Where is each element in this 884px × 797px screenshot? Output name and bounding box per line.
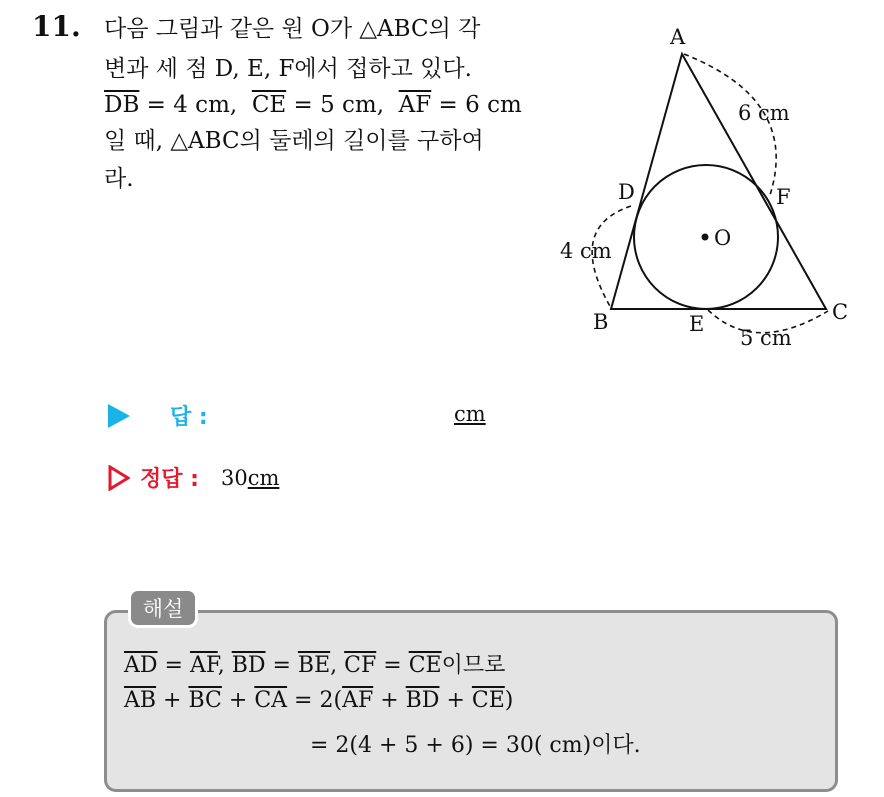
op: + (439, 688, 472, 713)
seg: $\overline{AF}$ (189, 653, 218, 678)
explanation-tab: 해설 (128, 588, 198, 628)
question-number: 11. (32, 10, 81, 43)
length-ce-label: 5 cm (740, 326, 792, 350)
question-line-5: 라. (104, 166, 134, 192)
seg: $\overline{BC}$ (188, 688, 222, 713)
label-e: E (689, 312, 705, 336)
answer-row (108, 400, 486, 431)
length-af-label: 6 cm (738, 101, 790, 125)
correct-answer-label: 정답 : (140, 467, 199, 492)
correct-answer-row (108, 462, 279, 493)
label-a: A (670, 25, 686, 49)
label-o: O (714, 226, 732, 250)
triangle-incircle-figure (550, 18, 860, 358)
tail: 이므로 (441, 653, 506, 678)
given-db-value: = 4 cm, (139, 92, 238, 118)
question-line-4: 일 때, △ABC의 둘레의 길이를 구하여 (104, 128, 484, 154)
answer-label: 답 : (170, 405, 208, 430)
segment-db: $\overline{DB}$ (104, 92, 140, 118)
label-f: F (776, 185, 791, 209)
label-d: D (618, 180, 635, 204)
seg: $\overline{CE}$ (471, 688, 505, 713)
correct-answer-value (221, 466, 279, 490)
question-line-2: 변과 세 점 D, E, F에서 접하고 있다. (104, 56, 472, 82)
op: = (265, 653, 298, 678)
op: ) (504, 688, 514, 713)
op: , (330, 653, 345, 678)
explanation-line-3: = 2(4 + 5 + 6) = 30( cm)이다. (310, 733, 641, 758)
given-af-value: = 6 cm (431, 92, 522, 118)
seg: $\overline{AB}$ (124, 688, 157, 713)
op: = (376, 653, 409, 678)
explanation-line-2 (124, 688, 513, 713)
op: + (373, 688, 406, 713)
seg: $\overline{BE}$ (297, 653, 331, 678)
length-db-label: 4 cm (560, 239, 612, 263)
label-c: C (832, 300, 849, 324)
op: = (157, 653, 190, 678)
label-b: B (593, 310, 609, 334)
seg: $\overline{AD}$ (124, 653, 158, 678)
seg: $\overline{AF}$ (342, 688, 374, 713)
op: + (156, 688, 189, 713)
center-point-o (702, 234, 709, 241)
seg: $\overline{BD}$ (231, 653, 266, 678)
op: = 2( (287, 688, 343, 713)
segment-ce: $\overline{CE}$ (251, 92, 287, 118)
op: + (221, 688, 255, 713)
seg: $\overline{CF}$ (344, 653, 377, 678)
answer-unit: cm (454, 402, 486, 426)
seg: $\overline{CA}$ (254, 688, 288, 713)
question-given-lengths (104, 88, 522, 122)
op: , (217, 653, 232, 678)
play-icon (108, 404, 130, 428)
outline-play-icon (108, 465, 130, 491)
seg: $\overline{BD}$ (405, 688, 440, 713)
given-ce-value: = 5 cm, (286, 92, 385, 118)
question-line-1: 다음 그림과 같은 원 O가 △ABC의 각 (104, 16, 481, 42)
seg: $\overline{CE}$ (408, 653, 442, 678)
explanation-line-1 (124, 648, 505, 679)
correct-value-number: 30 (220, 465, 248, 490)
segment-af: $\overline{AF}$ (398, 92, 432, 118)
correct-value-unit: cm (247, 465, 280, 490)
